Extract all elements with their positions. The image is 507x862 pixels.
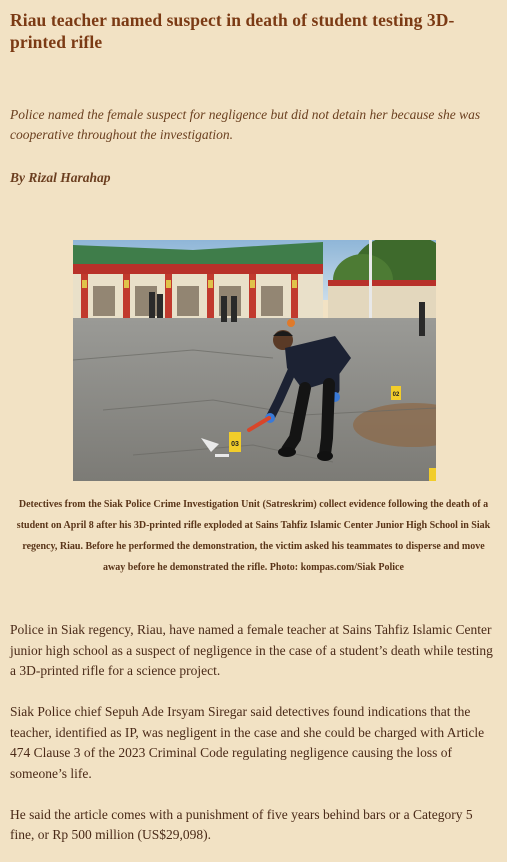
article-photo xyxy=(73,240,436,481)
svg-text:03: 03 xyxy=(231,441,239,448)
article-paragraph: Police in Siak regency, Riau, have named a female teacher at Sains Tahfiz Islamic Center junior high school as a suspect of negligence in the case of a student’s death while testing a 3D-printed rifle for a science project. xyxy=(10,622,493,678)
photo-illustration xyxy=(73,240,436,481)
photo-caption: Detectives from the Siak Police Crime Investigation Unit (Satreskrim) collect evidence following the death of a student on April 8 after his 3D-printed rifle exploded at Sains Tahfiz Islamic Center Junior High School in Siak regency, Riau. Before he performed the demonstration, the victim asked his teammates to disperse and move away before he demonstrated the rifle. Photo: kompas.com/Siak Police xyxy=(16,499,491,573)
article-dek: Police named the female suspect for negligence but did not detain her because she was cooperative throughout the investigation. xyxy=(10,107,481,142)
article-headline: Riau teacher named suspect in death of student testing 3D-printed rifle xyxy=(10,10,455,52)
evidence-marker-02 xyxy=(391,386,401,400)
article-paragraph: Siak Police chief Sepuh Ade Irsyam Siregar said detectives found indications that the teacher, identified as IP, was negligent in the case and she could be charged with Article 474 Clause 3 of the 2023 Criminal Code regulating negligence causing the loss of someone’s life. xyxy=(10,704,485,781)
article-paragraph: He said the article comes with a punishment of five years behind bars or a Category 5 fine, or Rp 500 million (US$29,098). xyxy=(10,806,473,842)
evidence-marker-03 xyxy=(229,432,241,452)
svg-text:02: 02 xyxy=(392,392,400,398)
article-byline: By Rizal Harahap xyxy=(10,170,111,185)
